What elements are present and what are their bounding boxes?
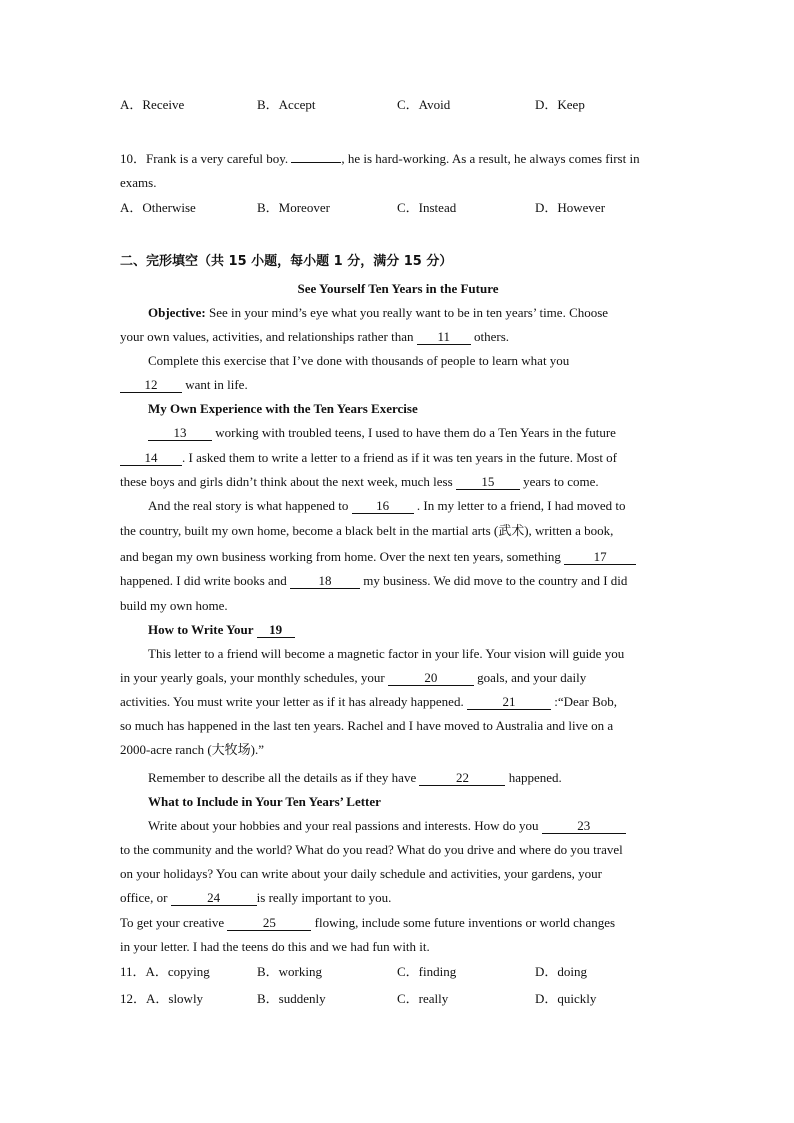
- passage-line: [120, 865, 676, 883]
- answer-blank[interactable]: 18: [290, 573, 360, 589]
- q12-option-c[interactable]: C．really: [397, 991, 449, 1006]
- answer-blank[interactable]: 20: [388, 670, 474, 686]
- answer-blank[interactable]: 23: [542, 818, 626, 834]
- text-run: . In my letter to a friend, I had moved to: [413, 498, 626, 513]
- answer-blank[interactable]: 24: [171, 890, 257, 906]
- text-run: This letter to a friend will become a magnetic factor in your life. Your vision will guide you: [148, 646, 625, 661]
- passage-line: [148, 645, 676, 663]
- passage-line: [148, 304, 676, 322]
- answer-blank[interactable]: [291, 147, 341, 163]
- text-run: want in life.: [182, 377, 248, 392]
- passage-line: [148, 769, 676, 787]
- text-run: And the real story is what happened to: [148, 498, 352, 513]
- q11-option-b[interactable]: B．working: [257, 964, 323, 979]
- text-run: Complete this exercise that I’ve done with thousands of people to learn what you: [148, 353, 570, 368]
- passage-title: See Yourself Ten Years in the Future: [297, 281, 499, 296]
- text-run: Write about your hobbies and your real passions and interests. How do you: [148, 818, 542, 833]
- q11-option-a[interactable]: 11．A．copying: [120, 964, 210, 979]
- text-run: in your yearly goals, your monthly schedules, your: [120, 670, 388, 685]
- passage-line: [120, 938, 676, 956]
- passage-line: [120, 741, 676, 759]
- passage-line: [120, 522, 676, 540]
- passage-line: [148, 424, 676, 442]
- section-heading: 二、完形填空（共 15 小题，每小题 1 分，满分 15 分）: [120, 254, 453, 269]
- passage-line: [148, 817, 676, 835]
- text-run: Objective:: [148, 305, 206, 320]
- q9-option-c[interactable]: C．Avoid: [397, 97, 451, 112]
- text-run: to the community and the world? What do you read? What do you drive and where do you travel: [120, 842, 623, 857]
- passage-line: [148, 400, 676, 418]
- answer-blank[interactable]: 21: [467, 694, 551, 710]
- q10-option-c[interactable]: C．Instead: [397, 200, 457, 215]
- text-run: build my own home.: [120, 598, 228, 613]
- answer-blank[interactable]: 15: [456, 474, 520, 490]
- answer-blank[interactable]: 12: [120, 377, 182, 393]
- text-run: working with troubled teens, I used to have them do a Ten Years in the future: [212, 425, 616, 440]
- text-run: on your holidays? You can write about your daily schedule and activities, your gardens, your: [120, 866, 602, 881]
- q10-option-d[interactable]: D．However: [535, 200, 606, 215]
- text-run: What to Include in Your Ten Years’ Letter: [148, 794, 381, 809]
- passage-line: [148, 497, 676, 515]
- text-run: is really important to you.: [256, 890, 392, 905]
- answer-blank[interactable]: 17: [564, 549, 636, 565]
- passage-line: [120, 328, 676, 346]
- passage-line: [120, 841, 676, 859]
- text-run: in your letter. I had the teens do this and we had fun with it.: [120, 939, 430, 954]
- passage-line: [120, 693, 676, 711]
- q11-option-d[interactable]: D．doing: [535, 964, 588, 979]
- question-10-text: [120, 147, 676, 165]
- text-run: My Own Experience with the Ten Years Exercise: [148, 401, 418, 416]
- text-run: See in your mind’s eye what you really want to be in ten years’ time. Choose: [205, 305, 609, 320]
- passage-line: [120, 914, 676, 932]
- text-run: happened.: [505, 770, 562, 785]
- text-run: office, or: [120, 890, 171, 905]
- q12-option-d[interactable]: D．quickly: [535, 991, 597, 1006]
- text-run: happened. I did write books and: [120, 573, 291, 588]
- text-run: flowing, include some future inventions or world changes: [311, 915, 616, 930]
- answer-blank[interactable]: 14: [120, 450, 182, 466]
- q12-option-a[interactable]: 12．A．slowly: [120, 991, 204, 1006]
- passage-line: [120, 548, 676, 566]
- text-run: 2000-acre ranch (大牧场).”: [120, 742, 265, 757]
- q10-option-b[interactable]: B．Moreover: [257, 200, 330, 215]
- passage-line: [120, 717, 676, 735]
- question-10-text-cont: [120, 174, 676, 192]
- passage-line: [120, 376, 676, 394]
- text-run: so much has happened in the last ten years. Rachel and I have moved to Australia and live on a: [120, 718, 614, 733]
- text-run: How to Write Your: [148, 622, 257, 637]
- q9-option-a[interactable]: A．Receive: [120, 97, 185, 112]
- passage-line: [148, 793, 676, 811]
- text-run: :“Dear Bob,: [550, 694, 618, 709]
- text-run: these boys and girls didn’t think about the next week, much less: [120, 474, 456, 489]
- passage-line: [120, 473, 676, 491]
- text-run: your own values, activities, and relationships rather than: [120, 329, 417, 344]
- answer-blank[interactable]: 25: [227, 915, 311, 931]
- text-run: years to come.: [519, 474, 599, 489]
- passage-line: [120, 449, 676, 467]
- text-run: . I asked them to write a letter to a friend as if it was ten years in the future. Most of: [182, 450, 618, 465]
- passage-line: [148, 621, 676, 639]
- passage-line: [120, 669, 676, 687]
- text-run: my business. We did move to the country and I did: [360, 573, 628, 588]
- passage-line: [148, 352, 676, 370]
- passage-line: [120, 572, 676, 590]
- text-run: , he is hard-working. As a result, he always comes first in: [341, 151, 640, 166]
- answer-blank[interactable]: 16: [352, 498, 414, 514]
- text-run: exams.: [120, 175, 157, 190]
- q12-option-b[interactable]: B．suddenly: [257, 991, 326, 1006]
- answer-blank[interactable]: 11: [417, 329, 471, 345]
- q11-option-c[interactable]: C．finding: [397, 964, 457, 979]
- text-run: others.: [470, 329, 510, 344]
- text-run: the country, built my own home, become a black belt in the martial arts (武术), written a book,: [120, 523, 614, 538]
- passage-line: [120, 889, 676, 907]
- text-run: Remember to describe all the details as if they have: [148, 770, 420, 785]
- text-run: activities. You must write your letter as if it has already happened.: [120, 694, 467, 709]
- q9-option-d[interactable]: D．Keep: [535, 97, 585, 112]
- text-run: goals, and your daily: [473, 670, 587, 685]
- text-run: and began my own business working from home. Over the next ten years, something: [120, 549, 565, 564]
- text-run: 10．Frank is a very careful boy.: [120, 151, 292, 166]
- text-run: To get your creative: [120, 915, 228, 930]
- q9-option-b[interactable]: B．Accept: [257, 97, 316, 112]
- answer-blank[interactable]: 13: [148, 425, 212, 441]
- q10-option-a[interactable]: A．Otherwise: [120, 200, 196, 215]
- passage-line: [120, 597, 676, 615]
- answer-blank[interactable]: 19: [257, 622, 295, 638]
- answer-blank[interactable]: 22: [419, 770, 505, 786]
